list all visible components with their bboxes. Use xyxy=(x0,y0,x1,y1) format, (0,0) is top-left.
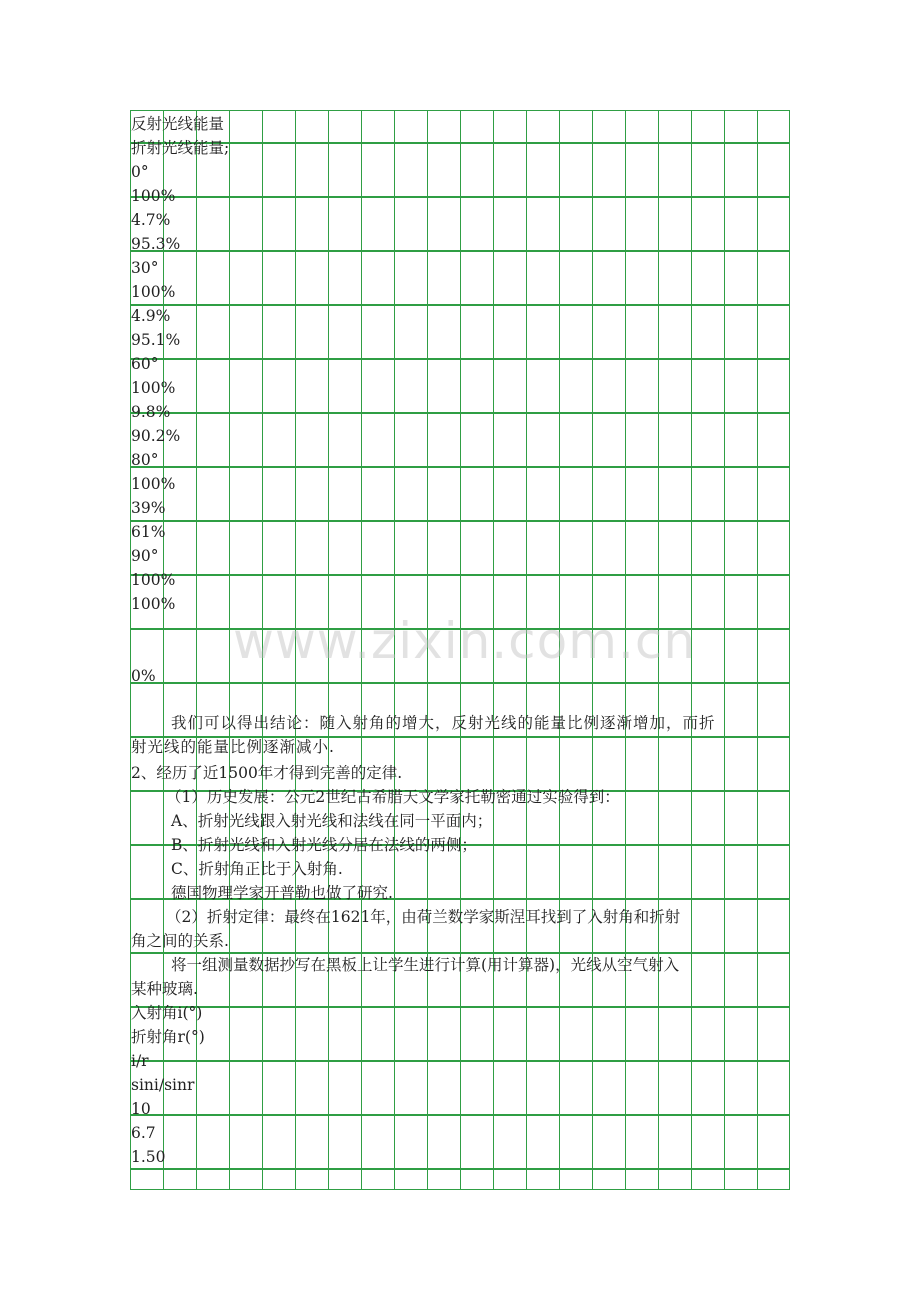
table1-reflect: 39% xyxy=(131,499,166,517)
table1-total: 100% xyxy=(131,379,176,397)
conclusion-line1: 我们可以得出结论：随入射角的增大，反射光线的能量比例逐渐增加，而折 xyxy=(171,714,716,732)
table2-value-ratio: 1.50 xyxy=(131,1148,166,1166)
watermark: www.zixin.com.cn xyxy=(233,612,697,670)
history-intro: （1）历史发展：公元2世纪古希腊天文学家托勒密通过实验得到： xyxy=(166,788,620,806)
task-line2: 某种玻璃. xyxy=(131,980,198,998)
table2-header-refraction: 折射角r(°) xyxy=(131,1028,205,1046)
law-line2: 角之间的关系. xyxy=(131,932,229,950)
table1-refract: 95.3% xyxy=(131,235,181,253)
table2-header-sine-ratio: sini/sinr xyxy=(131,1076,195,1094)
table1-header-reflect: 反射光线能量 xyxy=(131,115,225,133)
table1-reflect: 4.7% xyxy=(131,211,171,229)
table1-angle: 80° xyxy=(131,451,159,469)
table2-value-incidence: 10 xyxy=(131,1100,151,1118)
conclusion-line2: 射光线的能量比例逐渐减小. xyxy=(131,738,335,756)
table1-reflect: 100% xyxy=(131,595,176,613)
table1-total: 100% xyxy=(131,283,176,301)
section2-heading: 2、经历了近1500年才得到完善的定律. xyxy=(131,764,403,782)
table1-angle: 90° xyxy=(131,547,159,565)
table1-reflect: 4.9% xyxy=(131,307,171,325)
table1-angle: 60° xyxy=(131,355,159,373)
item-b: B、折射光线和入射光线分居在法线的两侧； xyxy=(171,836,477,854)
table1-total: 100% xyxy=(131,187,176,205)
table1-reflect: 9.8% xyxy=(131,403,171,421)
table2-header-incidence: 入射角i(°) xyxy=(131,1004,203,1022)
table1-total: 100% xyxy=(131,475,176,493)
table1-refract: 90.2% xyxy=(131,427,181,445)
law-line1: （2）折射定律：最终在1621年，由荷兰数学家斯涅耳找到了入射角和折射 xyxy=(166,908,681,926)
item-c: C、折射角正比于入射角. xyxy=(171,860,343,878)
table1-refract: 0% xyxy=(131,667,156,685)
table1-total: 100% xyxy=(131,571,176,589)
kepler-note: 德国物理学家开普勒也做了研究. xyxy=(171,884,393,902)
table1-refract: 61% xyxy=(131,523,166,541)
table2-header-ratio: i/r xyxy=(131,1052,149,1070)
table1-angle: 0° xyxy=(131,163,149,181)
item-a: A、折射光线跟入射光线和法线在同一平面内； xyxy=(171,812,493,830)
table2-value-refraction: 6.7 xyxy=(131,1124,156,1142)
table1-angle: 30° xyxy=(131,259,159,277)
task-line1: 将一组测量数据抄写在黑板上让学生进行计算(用计算器)，光线从空气射入 xyxy=(171,956,680,974)
table1-refract: 95.1% xyxy=(131,331,181,349)
table1-header-refract: 折射光线能量; xyxy=(131,139,230,157)
